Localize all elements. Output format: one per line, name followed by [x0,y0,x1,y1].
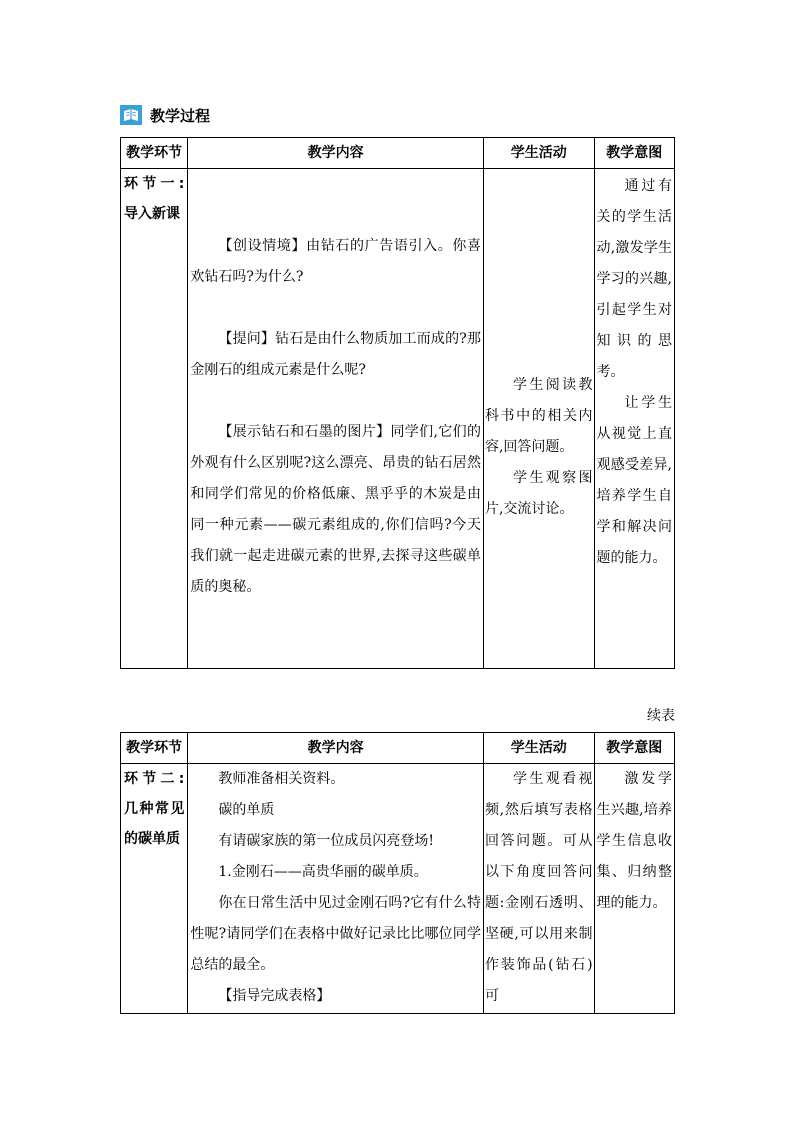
activity-paragraph: 学生观看视频,然后填写表格回答问题。可从以下角度回答问题:金刚石透明、坚硬,可以用来制作装饰品(钻石)可 [484,771,593,1004]
content-cell [188,764,484,1014]
intent-cell [594,764,674,1014]
table-row [121,169,675,669]
header-intent: 教学意图 [594,733,674,764]
intent-paragraph: 通过有关的学生活动,激发学生学习的兴趣,引起学生对知识的思考。 [596,178,672,380]
header-activity: 学生活动 [483,733,594,764]
content-paragraph: 【展示钻石和石墨的图片】同学们,它们的外观有什么区别呢?这么漂亮、昂贵的钻石居然和同学们常见的价格低廉、黑乎乎的木炭是由同一种元素——碳元素组成的,你们信吗?今天我们就一起走进碳元素的世界,去探寻这些碳单质的奥秘。 [190,424,481,595]
header-content: 教学内容 [188,138,484,169]
header-content: 教学内容 [188,733,484,764]
header-intent: 教学意图 [594,138,674,169]
intent-paragraph: 让学生从视觉上直观感受差异,培养学生自学和解决问题的能力。 [596,395,672,566]
intent-cell [594,169,674,669]
content-line: 教师准备相关资料。 [218,771,345,787]
header-row [121,733,675,764]
activity-cell [483,764,594,1014]
header-stage: 教学环节 [121,138,188,169]
stage-label: 环节一:导入新课 [124,176,185,222]
content-paragraph: 【提问】钻石是由什么物质加工而成的?那金刚石的组成元素是什么呢? [190,331,481,378]
table-row [121,764,675,1014]
stage-cell [121,764,188,1014]
activity-paragraph: 学生阅读教科书中的相关内容,回答问题。 [484,377,593,455]
activity-paragraph: 学生观察图片,交流讨论。 [484,470,593,517]
header-stage: 教学环节 [121,733,188,764]
continued-label: 续表 [647,708,675,724]
content-cell [188,169,484,669]
content-line: 你在日常生活中见过金刚石吗?它有什么特性呢?请同学们在表格中做好记录比比哪位同学总结的最全。 [190,895,481,973]
content-line: 1.金刚石——高贵华丽的碳单质。 [218,864,428,880]
book-icon [120,105,142,125]
section-title: 教学过程 [150,106,211,125]
header-activity: 学生活动 [483,138,594,169]
section-header [120,104,210,126]
content-line: 有请碳家族的第一位成员闪亮登场! [218,833,434,849]
content-line: 碳的单质 [218,802,275,818]
stage-label: 环节二:几种常见的碳单质 [124,771,185,847]
header-row [121,138,675,169]
content-paragraph: 【创设情境】由钻石的广告语引入。你喜欢钻石吗?为什么? [190,238,481,285]
activity-cell [483,169,594,669]
intent-paragraph: 激发学生兴趣,培养学生信息收集、归纳整理的能力。 [596,771,672,911]
lesson-table-2 [120,732,675,1014]
content-line: 【指导完成表格】 [218,988,331,1004]
lesson-table-1 [120,137,675,669]
stage-cell [121,169,188,669]
